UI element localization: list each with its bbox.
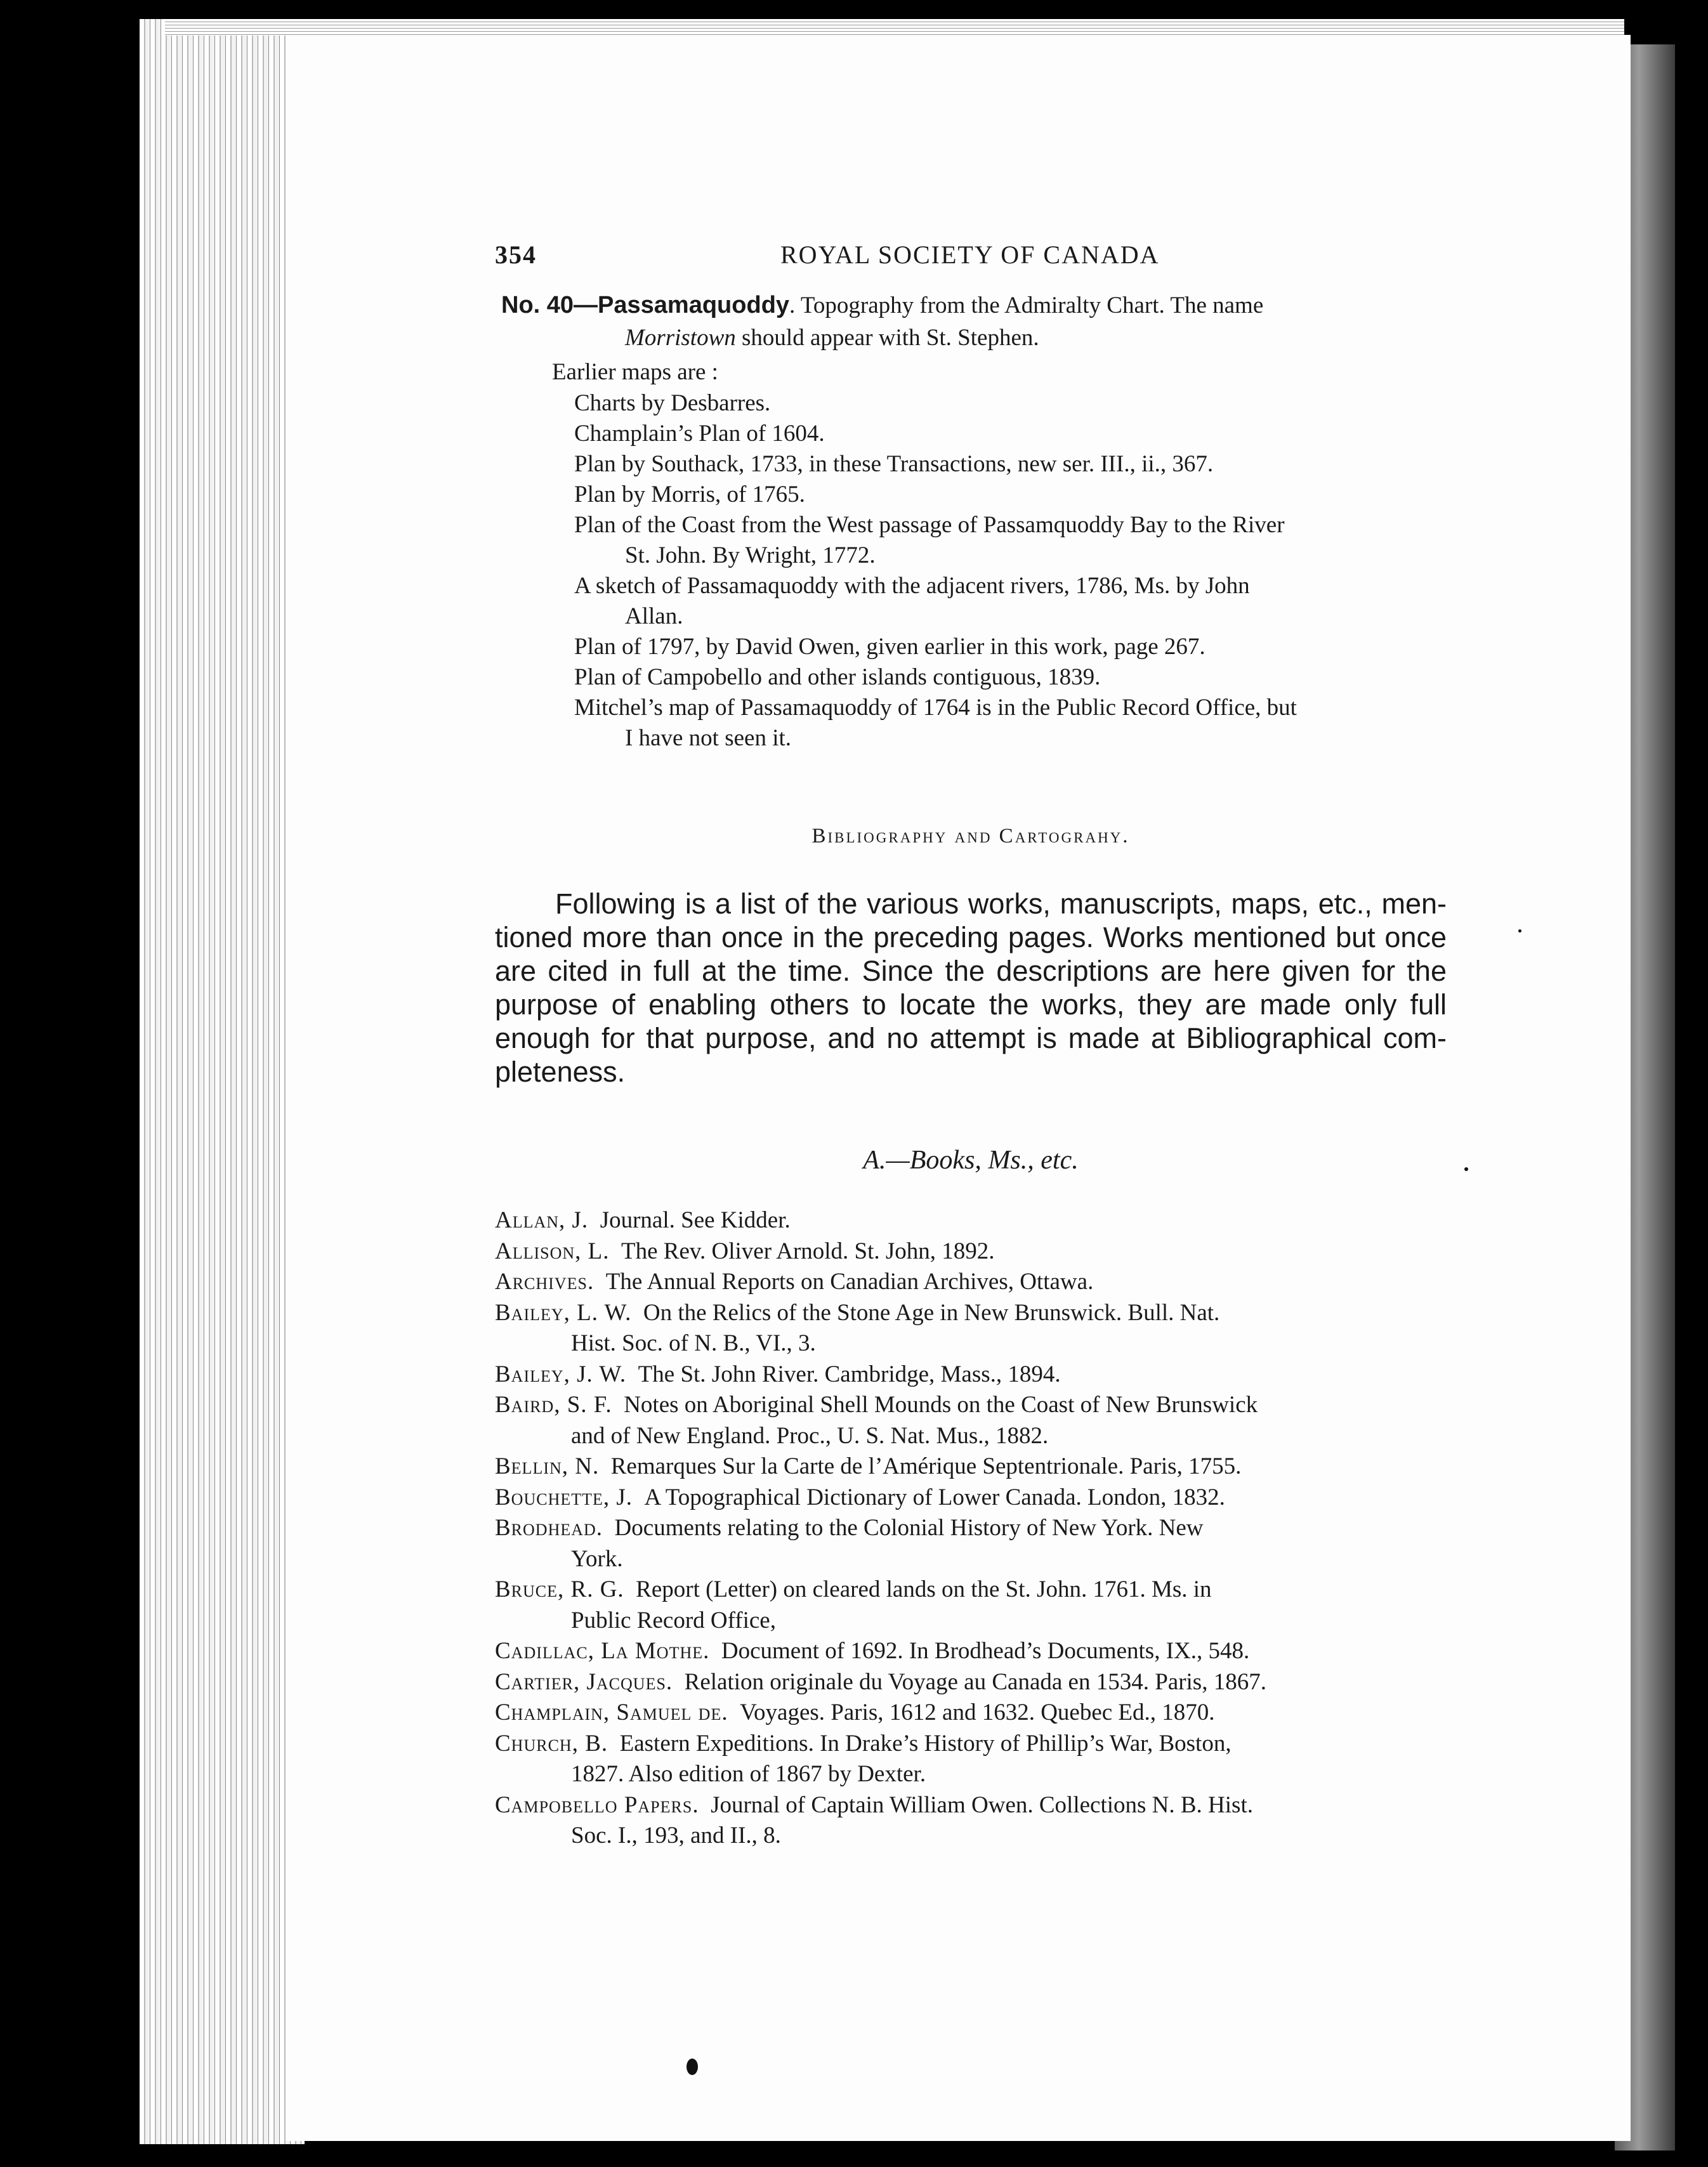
bibliography-entry (495, 1270, 1093, 1293)
intro-line: pleteness. (495, 1056, 626, 1088)
map-list-item-continuation: Allan. (625, 603, 683, 629)
earlier-maps-label: Earlier maps are : (552, 359, 718, 385)
bibliography-entry (495, 1486, 1225, 1509)
entry-author: Bailey, L. W. (495, 1299, 632, 1326)
bibliography-entry (495, 1393, 1258, 1417)
entry-text: Hist. Soc. of N. B., VI., 3. (571, 1330, 816, 1356)
intro-line: purpose of enabling others to locate the works, they are made only full (495, 988, 1447, 1021)
entry-text: Journal. See Kidder. (600, 1207, 791, 1233)
intro-line: enough for that purpose, and no attempt is made at Bibliographical com- (495, 1022, 1447, 1054)
map-description: . Topography from the Admiralty Chart. The name (789, 292, 1264, 318)
map-list-item: Plan by Southack, 1733, in these Transactions, new ser. III., ii., 367. (574, 451, 1214, 477)
entry-text: Journal of Captain William Owen. Collections N. B. Hist. (711, 1791, 1253, 1818)
entry-text: Notes on Aboriginal Shell Mounds on the Coast of New Brunswick (624, 1392, 1258, 1418)
bibliography-entry (495, 1240, 995, 1263)
scan-speck (686, 2059, 698, 2075)
entry-text: 1827. Also edition of 1867 by Dexter. (571, 1761, 926, 1787)
map-list-item: Plan by Morris, of 1765. (574, 481, 805, 507)
entry-author: Church, B. (495, 1730, 608, 1757)
bibliography-entry-continuation (571, 1424, 1048, 1448)
entry-text: Relation originale du Voyage au Canada en 1534. Paris, 1867. (684, 1668, 1266, 1695)
bibliography-entry (495, 1793, 1253, 1817)
running-title: ROYAL SOCIETY OF CANADA (780, 240, 1160, 269)
map-list-item-continuation: St. John. By Wright, 1772. (625, 542, 876, 568)
scan-speck (1464, 1167, 1468, 1171)
entry-author: Bailey, J. W. (495, 1361, 627, 1387)
running-head (495, 240, 1472, 274)
page-number: 354 (495, 240, 537, 269)
entry-author: Brodhead. (495, 1515, 603, 1541)
entry-author: Champlain, Samuel de. (495, 1699, 728, 1725)
bibliography-entry (495, 1455, 1241, 1478)
entry-author: Campobello Papers. (495, 1791, 699, 1818)
entry-author: Baird, S. F. (495, 1392, 612, 1418)
bibliography-entry-continuation (571, 1547, 623, 1571)
entry-text: On the Relics of the Stone Age in New Brunswick. Bull. Nat. (643, 1299, 1220, 1326)
map-list-item-continuation: I have not seen it. (625, 725, 791, 751)
entry-author: Archives. (495, 1269, 595, 1295)
bibliography-entry-continuation (571, 1762, 926, 1786)
map-list-item: Plan of Campobello and other islands contiguous, 1839. (574, 664, 1101, 690)
bibliography-entry-continuation (571, 1609, 776, 1632)
bibliography-entry (495, 1301, 1219, 1325)
entry-text: The St. John River. Cambridge, Mass., 1894. (638, 1361, 1061, 1387)
page-stack-top-edge (165, 19, 1624, 36)
section-heading: Bibliography and Cartograhy. (811, 825, 1130, 848)
entry-text: Eastern Expeditions. In Drake’s History of Phillip’s War, Boston, (619, 1730, 1232, 1757)
entry-text: Report (Letter) on cleared lands on the St. John. 1761. Ms. in (636, 1576, 1212, 1602)
map-list-item: Plan of the Coast from the West passage of Passamquoddy Bay to the River (574, 512, 1285, 538)
entry-text: Documents relating to the Colonial History of New York. New (614, 1515, 1204, 1541)
entry-author: Bruce, R. G. (495, 1576, 624, 1602)
bibliography-entry (495, 1208, 791, 1232)
note-text: should appear with St. Stephen. (735, 325, 1039, 351)
bibliography-entry (495, 1363, 1061, 1386)
entry-author: Cadillac, La Mothe. (495, 1638, 710, 1664)
entry-text: Soc. I., 193, and II., 8. (571, 1823, 781, 1849)
page-stack-edge (140, 19, 305, 2144)
map-name: Passamaquoddy (598, 292, 790, 318)
map-list-item: Plan of 1797, by David Owen, given earlier in this work, page 267. (574, 634, 1205, 660)
bibliography-entry (495, 1578, 1212, 1601)
intro-paragraph (495, 887, 1447, 1089)
map-entry-heading-line (501, 293, 1263, 317)
entry-text: and of New England. Proc., U. S. Nat. Mus., 1882. (571, 1422, 1049, 1449)
entry-text: Document of 1692. In Brodhead’s Documents, IX., 548. (721, 1638, 1250, 1664)
bibliography-entry (495, 1732, 1232, 1755)
bibliography-entry-continuation (571, 1332, 816, 1355)
entry-text: A Topographical Dictionary of Lower Canada. London, 1832. (644, 1484, 1225, 1510)
entry-author: Allison, L. (495, 1238, 610, 1264)
map-number: No. 40— (501, 292, 598, 318)
bibliography-entry-continuation (571, 1824, 781, 1847)
intro-line: Following is a list of the various works, manuscripts, maps, etc., men- (555, 887, 1447, 920)
bibliography-entry (495, 1516, 1204, 1540)
entry-text: York. (571, 1545, 623, 1572)
entry-text: The Rev. Oliver Arnold. St. John, 1892. (621, 1238, 995, 1264)
entry-author: Bellin, N. (495, 1453, 600, 1479)
entry-text: The Annual Reports on Canadian Archives, Ottawa. (605, 1269, 1094, 1295)
intro-line: tioned more than once in the preceding pages. Works mentioned but once (495, 921, 1447, 953)
entry-text: Public Record Office, (571, 1607, 776, 1633)
place-name: Morristown (625, 325, 736, 351)
scan-speck (1518, 929, 1521, 933)
bibliography-entry (495, 1670, 1266, 1694)
map-entry-note-line (625, 326, 1039, 350)
bibliography-entry (495, 1701, 1215, 1724)
map-list-item: A sketch of Passamaquoddy with the adjacent rivers, 1786, Ms. by John (574, 573, 1250, 599)
bibliography-entry (495, 1639, 1249, 1663)
subheading: A.—Books, Ms., etc. (863, 1146, 1079, 1175)
entry-author: Allan, J. (495, 1207, 589, 1233)
map-list-item: Champlain’s Plan of 1604. (574, 421, 825, 447)
entry-text: Remarques Sur la Carte de l’Amérique Septentrionale. Paris, 1755. (610, 1453, 1242, 1479)
entry-author: Bouchette, J. (495, 1484, 633, 1510)
entry-text: Voyages. Paris, 1612 and 1632. Quebec Ed., 1870. (740, 1699, 1215, 1725)
intro-line: are cited in full at the time. Since the descriptions are here given for the (495, 955, 1447, 987)
map-list-item: Charts by Desbarres. (574, 390, 771, 416)
entry-author: Cartier, Jacques. (495, 1668, 673, 1695)
map-list-item: Mitchel’s map of Passamaquoddy of 1764 is in the Public Record Office, but (574, 695, 1297, 721)
